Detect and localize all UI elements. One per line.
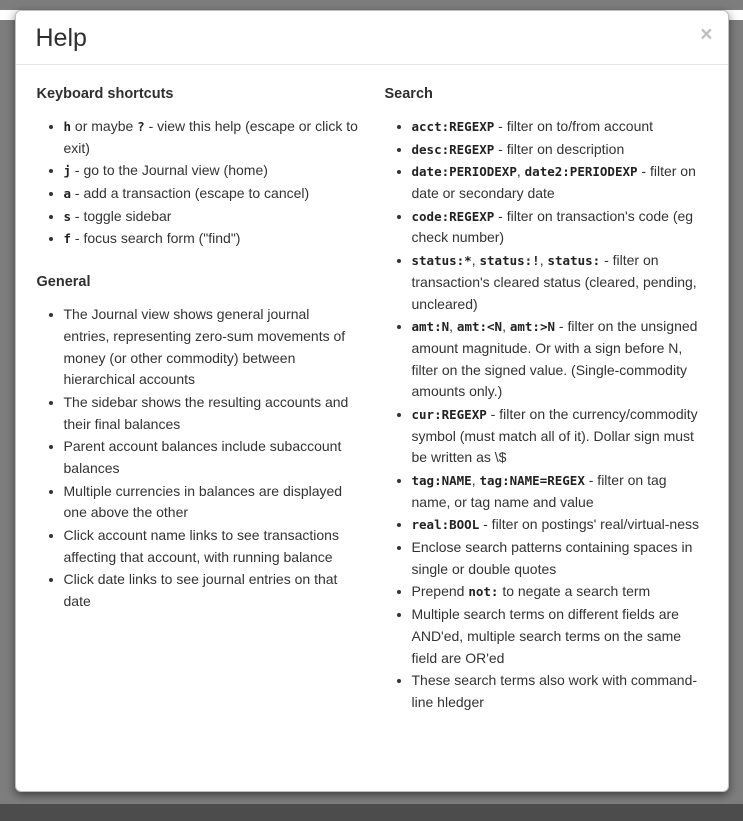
code-token: date2:PERIODEXP bbox=[524, 164, 638, 180]
keyboard-shortcuts-heading: Keyboard shortcuts bbox=[36, 86, 174, 102]
code-token: j bbox=[63, 163, 72, 179]
code-token: status: bbox=[547, 253, 601, 269]
list-item: • a - add a transaction (escape to cancel) bbox=[64, 183, 359, 205]
code-token: cur:REGEXP bbox=[411, 406, 487, 422]
code-token: amt:>N bbox=[509, 319, 556, 335]
right-column bbox=[385, 86, 707, 724]
list-item: • amt:N, amt:<N, amt:>N - filter on the unsigned amount magnitude. Or with a sign before N, filter on the signed value. (Single-commodity amounts only.) bbox=[412, 316, 707, 403]
list-item: • Parent account balances include subaccount balances bbox=[64, 436, 359, 479]
code-token: amt:N bbox=[411, 319, 450, 335]
list-item: • Click date links to see journal entries on that date bbox=[64, 569, 359, 612]
code-token: desc:REGEXP bbox=[411, 141, 495, 157]
list-item: • Multiple currencies in balances are displayed one above the other bbox=[64, 481, 359, 524]
close-icon[interactable]: × bbox=[700, 23, 713, 46]
list-item: • Multiple search terms on different fields are AND'ed, multiple search terms on the same field are OR'ed bbox=[412, 604, 707, 669]
code-token: a bbox=[63, 186, 72, 202]
list-item: • These search terms also work with command-line hledger bbox=[412, 670, 707, 713]
list-item: • Enclose search patterns containing spaces in single or double quotes bbox=[412, 537, 707, 580]
code-token: amt:<N bbox=[456, 319, 503, 335]
code-token: tag:NAME=REGEX bbox=[479, 473, 585, 488]
code-token: ? bbox=[137, 119, 145, 134]
code-token: real:BOOL bbox=[411, 517, 480, 533]
modal-body bbox=[16, 65, 728, 748]
list-item: • h or maybe ? - view this help (escape or click to exit) bbox=[64, 116, 359, 159]
shortcuts-list bbox=[37, 116, 359, 250]
help-modal bbox=[15, 10, 729, 792]
general-list bbox=[37, 304, 359, 613]
code-token: code:REGEXP bbox=[411, 208, 495, 224]
list-item: • desc:REGEXP - filter on description bbox=[412, 139, 707, 161]
list-item: • s - toggle sidebar bbox=[64, 206, 359, 228]
modal-header bbox=[16, 11, 728, 65]
list-item: • real:BOOL - filter on postings' real/virtual-ness bbox=[412, 514, 707, 536]
modal-title: Help bbox=[35, 24, 87, 52]
list-item: • tag:NAME, tag:NAME=REGEX - filter on tag name, or tag name and value bbox=[412, 470, 707, 513]
list-item: • f - focus search form ("find") bbox=[64, 228, 359, 250]
list-item: • acct:REGEXP - filter on to/from account bbox=[412, 116, 707, 138]
code-token: not: bbox=[468, 584, 499, 600]
code-token: s bbox=[63, 208, 72, 224]
list-item: • The Journal view shows general journal entries, representing zero-sum movements of money (or other commodity) between hierarchical accounts bbox=[64, 304, 359, 391]
code-token: date:PERIODEXP bbox=[411, 164, 517, 180]
left-column bbox=[37, 86, 359, 724]
list-item: • The sidebar shows the resulting accounts and their final balances bbox=[64, 392, 359, 435]
search-list bbox=[385, 116, 707, 714]
code-token: status:* bbox=[411, 253, 472, 269]
search-heading: Search bbox=[384, 86, 433, 102]
list-item: • j - go to the Journal view (home) bbox=[64, 160, 359, 182]
code-token: h bbox=[63, 119, 72, 134]
code-token: tag:NAME bbox=[411, 473, 472, 488]
code-token: status:! bbox=[479, 253, 540, 269]
code-token: f bbox=[63, 231, 72, 247]
list-item: • Prepend not: to negate a search term bbox=[412, 581, 707, 603]
list-item: • code:REGEXP - filter on transaction's code (eg check number) bbox=[412, 206, 707, 249]
list-item: • cur:REGEXP - filter on the currency/commodity symbol (must match all of it). Dollar sign must be written as \$ bbox=[412, 404, 707, 469]
list-item: • Click account name links to see transactions affecting that account, with running balance bbox=[64, 525, 359, 568]
backdrop-bottom bbox=[0, 804, 743, 821]
general-heading: General bbox=[36, 274, 91, 291]
list-item: • status:*, status:!, status: - filter on transaction's cleared status (cleared, pending, uncleared) bbox=[412, 250, 707, 315]
code-token: acct:REGEXP bbox=[411, 119, 495, 134]
list-item: • date:PERIODEXP, date2:PERIODEXP - filter on date or secondary date bbox=[412, 161, 707, 204]
